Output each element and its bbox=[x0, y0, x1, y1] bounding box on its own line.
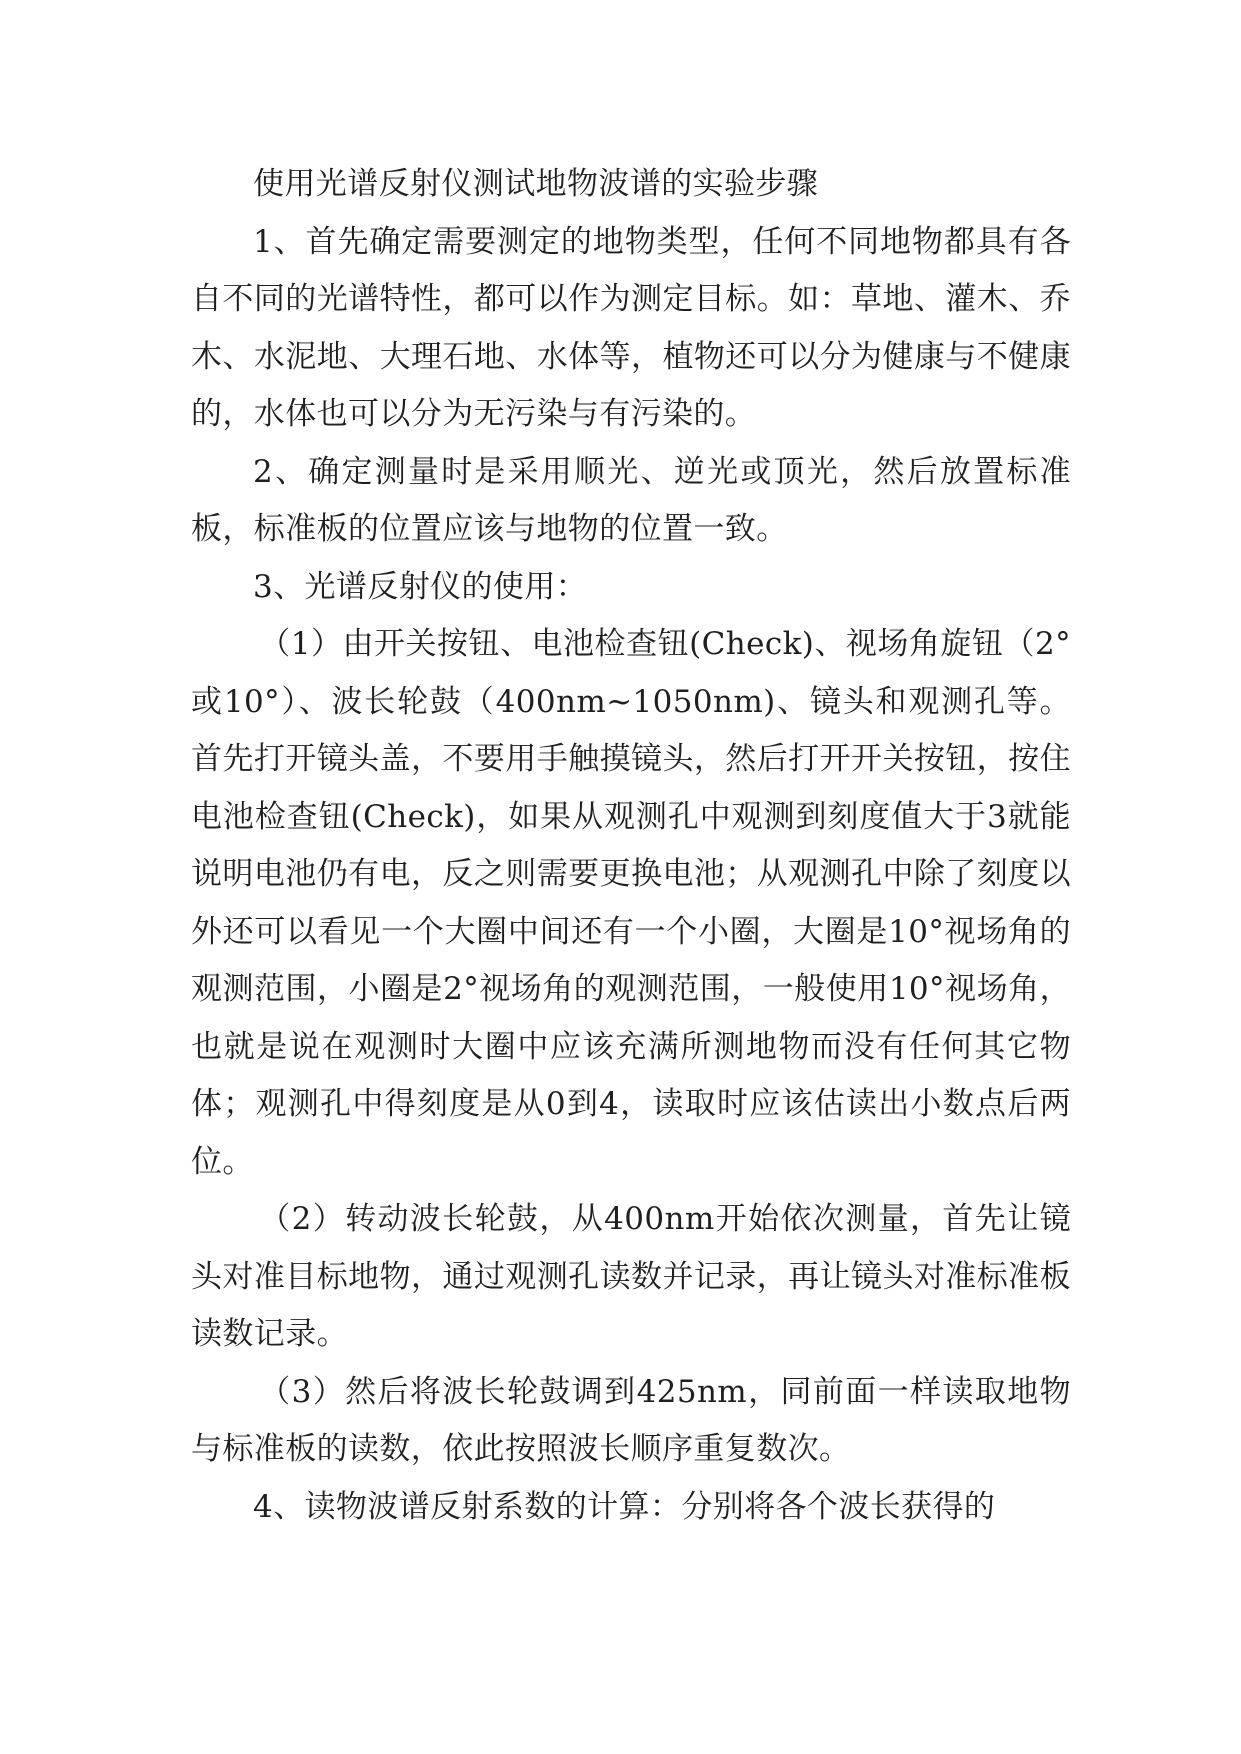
document-title: 使用光谱反射仪测试地物波谱的实验步骤 bbox=[253, 166, 819, 202]
paragraph-step-3-1: （1）由开关按钮、电池检查钮(Check)、视场角旋钮（2°或10°）、波长轮鼓（400nm~1050nm)、镜头和观测孔等。首先打开镜头盖，不要用手触摸镜头，然后打开开关按钮，按住电池检查钮(Check)，如果从观测孔中观测到刻度值大于3就能说明电池仍有电，反之则需要更换电池；从观测孔中除了刻度以外还可以看见一个大圈中间还有一个小圈，大圈是10°视场角的观测范围，小圈是2°视场角的观测范围，一般使用10°视场角，也就是说在观测时大圈中应该充满所测地物而没有任何其它物体；观测孔中得刻度是从0到4，读取时应该估读出小数点后两位。 bbox=[191, 626, 1071, 1180]
paragraph-step-3-2: （2）转动波长轮鼓，从400nm开始依次测量，首先让镜头对准目标地物，通过观测孔读数并记录，再让镜头对准标准板读数记录。 bbox=[191, 1201, 1071, 1352]
paragraph-step-3: 3、光谱反射仪的使用： bbox=[253, 568, 588, 605]
paragraph-step-4: 4、读物波谱反射系数的计算：分别将各个波长获得的 bbox=[253, 1488, 996, 1525]
paragraph-step-1: 1、首先确定需要测定的地物类型，任何不同地物都具有各自不同的光谱特性，都可以作为测定目标。如：草地、灌木、乔木、水泥地、大理石地、水体等，植物还可以分为健康与不健康的，水体也可以分为无污染与有污染的。 bbox=[191, 223, 1071, 432]
paragraph-step-2: 2、确定测量时是采用顺光、逆光或顶光，然后放置标准板，标准板的位置应该与地物的位置一致。 bbox=[191, 453, 1071, 547]
document-body bbox=[191, 156, 1071, 1536]
paragraph-step-3-3: （3）然后将波长轮鼓调到425nm，同前面一样读取地物与标准板的读数，依此按照波长顺序重复数次。 bbox=[191, 1373, 1071, 1467]
